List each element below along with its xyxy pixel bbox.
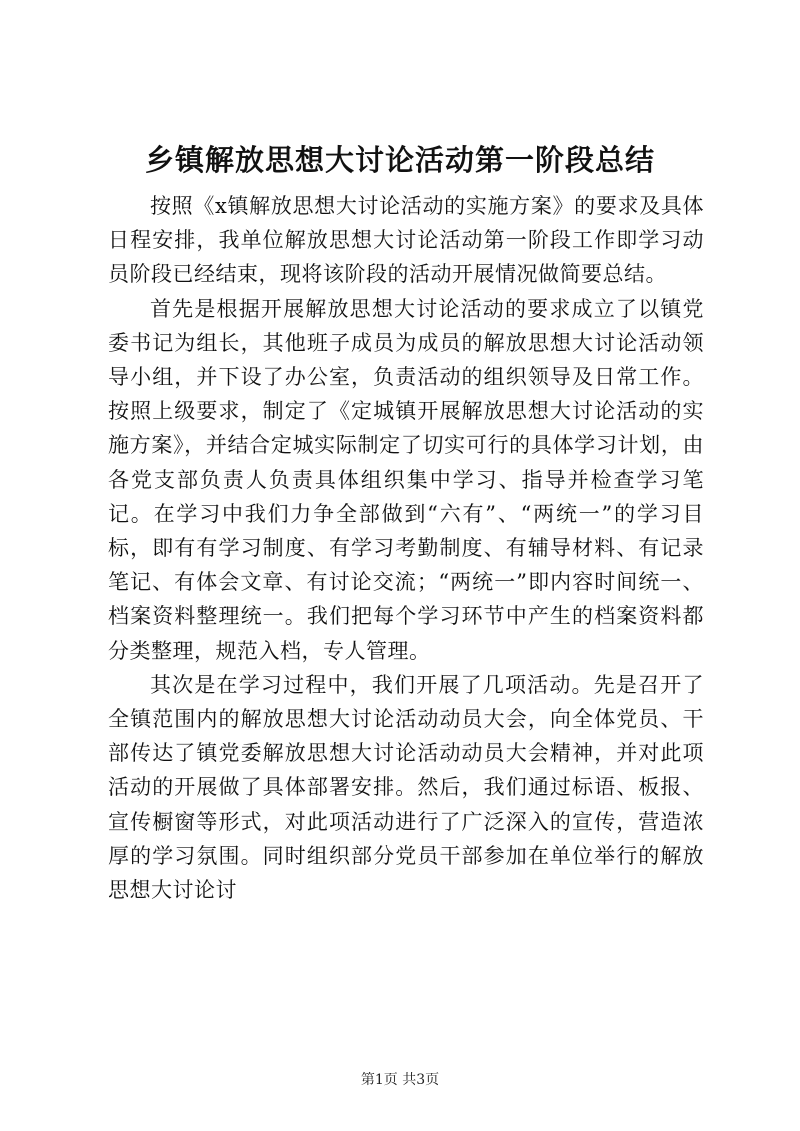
page-footer xyxy=(0,1070,800,1090)
paragraph-intro: 按照《x镇解放思想大讨论活动的实施方案》的要求及具体日程安排，我单位解放思想大讨论活动第一阶段工作即学习动员阶段已经结束，现将该阶段的活动开展情况做简要总结。 xyxy=(108,194,704,287)
paragraph-first: 首先是根据开展解放思想大讨论活动的要求成立了以镇党委书记为组长，其他班子成员为成员的解放思想大讨论活动领导小组，并下设了办公室，负责活动的组织领导及日常工作。按照上级要求，制定了《定城镇开展解放思想大讨论活动的实施方案》，并结合定城实际制定了切实可行的具体学习计划，由各党支部负责人负责具体组织集中学习、指导并检查学习笔记。在学习中我们力争全部做到“六有”、“两统一”的学习目标，即有有学习制度、有学习考勤制度、有辅导材料、有记录笔记、有体会文章、有讨论交流；“两统一”即内容时间统一、档案资料整理统一。我们把每个学习环节中产生的档案资料都分类整理，规范入档，专人管理。 xyxy=(108,296,704,663)
document-body xyxy=(108,189,704,907)
paragraph-second: 其次是在学习过程中，我们开展了几项活动。先是召开了全镇范围内的解放思想大讨论活动动员大会，向全体党员、干部传达了镇党委解放思想大讨论活动动员大会精神，并对此项活动的开展做了具体部署安排。然后，我们通过标语、板报、宣传橱窗等形式，对此项活动进行了广泛深入的宣传，营造浓厚的学习氛围。同时组织部分党员干部参加在单位举行的解放思想大讨论讨 xyxy=(108,672,704,903)
document-title: 乡镇解放思想大讨论活动第一阶段总结 xyxy=(144,143,655,177)
page-number: 第1页 共3页 xyxy=(360,1072,440,1088)
